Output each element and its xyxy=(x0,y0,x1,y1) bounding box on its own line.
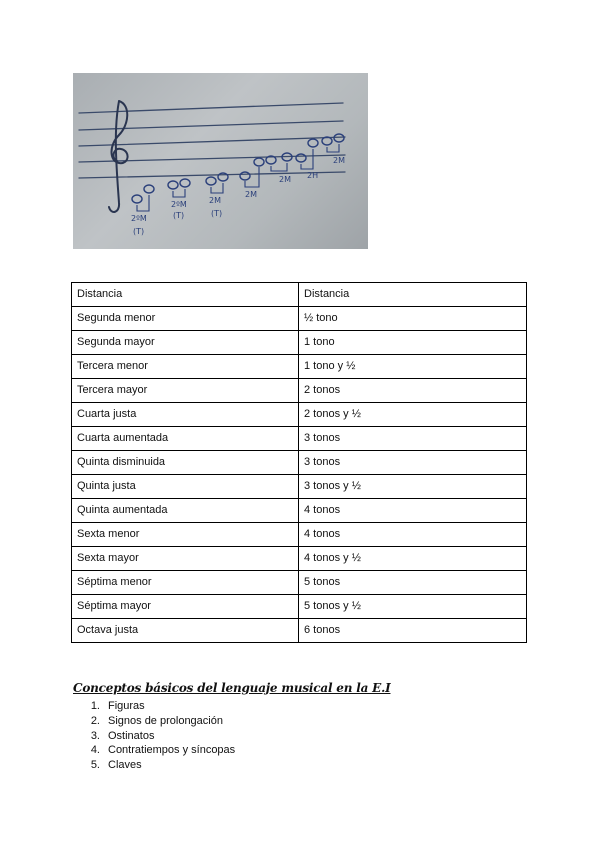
interval-name: Segunda menor xyxy=(72,307,299,331)
list-item xyxy=(72,699,235,714)
interval-distance: 2 tonos y ½ xyxy=(299,403,527,427)
interval-distance: 5 tonos y ½ xyxy=(299,595,527,619)
label-6: 2M xyxy=(245,190,257,199)
list-text: Ostinatos xyxy=(108,729,155,742)
interval-distance: 1 tono xyxy=(299,331,527,355)
table-header-row xyxy=(72,283,527,307)
table-header-cell: Distancia xyxy=(72,283,299,307)
table-row xyxy=(72,379,527,403)
label-3: (T) xyxy=(173,211,185,220)
interval-distance: 5 tonos xyxy=(299,571,527,595)
interval-distance: 3 tonos xyxy=(299,427,527,451)
list-text: Figuras xyxy=(108,700,145,712)
list-item xyxy=(72,714,235,729)
table-row xyxy=(72,475,527,499)
interval-distance: 1 tono y ½ xyxy=(299,355,527,379)
table-row xyxy=(72,427,527,451)
list-text: Claves xyxy=(108,759,142,772)
section-title: Conceptos básicos del lenguaje musical en la E.I xyxy=(73,681,391,695)
table-row xyxy=(72,499,527,523)
list-number: 3. xyxy=(90,729,100,742)
table-row xyxy=(72,403,527,427)
interval-name: Cuarta justa xyxy=(72,403,299,427)
interval-name: Quinta disminuida xyxy=(72,451,299,475)
interval-name: Quinta justa xyxy=(72,475,299,499)
label-1: (T) xyxy=(133,227,145,236)
interval-name: Tercera mayor xyxy=(72,379,299,403)
interval-name: Octava justa xyxy=(72,619,299,643)
handwritten-staff-photo xyxy=(73,73,368,249)
treble-clef-icon xyxy=(109,101,128,212)
concepts-list xyxy=(72,699,235,773)
label-7: 2M xyxy=(279,175,291,184)
table-row xyxy=(72,547,527,571)
interval-name: Sexta menor xyxy=(72,523,299,547)
label-4: 2M xyxy=(209,196,221,205)
list-number: 2. xyxy=(90,714,100,727)
interval-name: Tercera menor xyxy=(72,355,299,379)
interval-name: Cuarta aumentada xyxy=(72,427,299,451)
label-0: 2ºM xyxy=(131,214,147,223)
interval-distance: 6 tonos xyxy=(299,619,527,643)
table-row xyxy=(72,619,527,643)
table-row xyxy=(72,571,527,595)
interval-distance: 4 tonos y ½ xyxy=(299,547,527,571)
list-number: 1. xyxy=(90,700,100,712)
interval-distance: 3 tonos y ½ xyxy=(299,475,527,499)
interval-name: Sexta mayor xyxy=(72,547,299,571)
interval-name: Segunda mayor xyxy=(72,331,299,355)
interval-distance: 4 tonos xyxy=(299,499,527,523)
interval-distance: 3 tonos xyxy=(299,451,527,475)
list-text: Signos de prolongación xyxy=(108,714,223,727)
label-5: (T) xyxy=(211,209,223,218)
staff-lines xyxy=(79,103,345,178)
label-2: 2ºM xyxy=(171,200,187,209)
table-row xyxy=(72,331,527,355)
label-9: 2M xyxy=(333,156,345,165)
list-number: 4. xyxy=(90,744,100,757)
list-item xyxy=(72,758,235,773)
label-8: 2H xyxy=(307,171,319,180)
list-item xyxy=(72,743,235,758)
staff-drawing xyxy=(73,73,368,249)
list-text: Contratiempos y síncopas xyxy=(108,744,236,757)
table-header-cell: Distancia xyxy=(299,283,527,307)
interval-name: Séptima menor xyxy=(72,571,299,595)
table-row xyxy=(72,355,527,379)
table-row xyxy=(72,595,527,619)
interval-name: Séptima mayor xyxy=(72,595,299,619)
list-item xyxy=(72,729,235,744)
list-number: 5. xyxy=(90,759,100,772)
table-row xyxy=(72,307,527,331)
table-row xyxy=(72,451,527,475)
intervals-table xyxy=(71,282,527,643)
interval-distance: ½ tono xyxy=(299,307,527,331)
table-row xyxy=(72,523,527,547)
interval-distance: 2 tonos xyxy=(299,379,527,403)
interval-name: Quinta aumentada xyxy=(72,499,299,523)
interval-distance: 4 tonos xyxy=(299,523,527,547)
